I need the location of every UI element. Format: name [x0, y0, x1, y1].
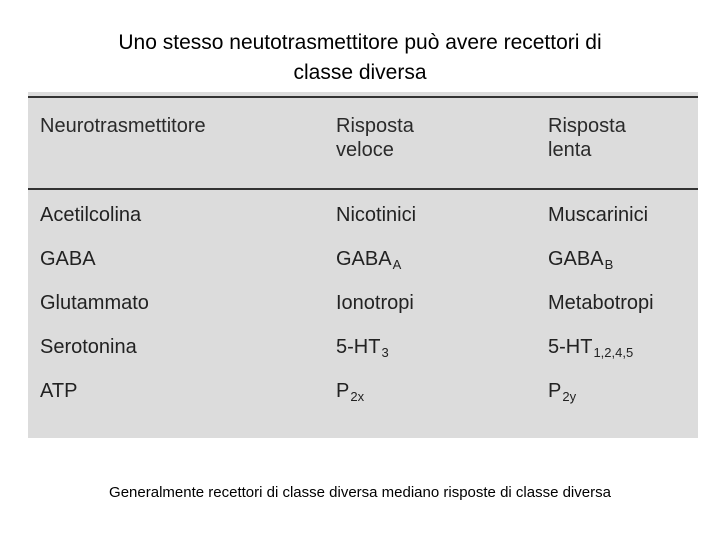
- slow-main: P: [548, 380, 562, 402]
- slow-main: Muscarinici: [548, 204, 649, 226]
- table-row: [28, 246, 698, 290]
- table-row: [28, 334, 698, 378]
- slow-sub: 2y: [562, 389, 577, 404]
- header-slow-line-2: lenta: [548, 139, 592, 161]
- page-title: [0, 28, 720, 88]
- top-rule: [28, 96, 698, 98]
- fast-sub: A: [392, 257, 402, 272]
- fast-main: P: [336, 380, 350, 402]
- table-header: [28, 114, 698, 174]
- cell-slow-response: [548, 290, 655, 322]
- table-row: [28, 290, 698, 334]
- header-neurotransmitter: Neurotrasmettitore: [40, 115, 206, 137]
- header-slow-response: [548, 114, 626, 162]
- cell-fast-response: [336, 202, 417, 234]
- header-slow-line-1: Risposta: [548, 115, 626, 137]
- header-fast-line-2: veloce: [336, 139, 394, 161]
- header-rule: [28, 188, 698, 190]
- cell-slow-response: [548, 378, 576, 410]
- cell-neurotransmitter: Glutammato: [40, 292, 149, 314]
- slow-main: 5-HT: [548, 336, 593, 358]
- slow-sub: 1,2,4,5: [593, 345, 634, 360]
- cell-fast-response: [336, 290, 415, 322]
- cell-fast-response: [336, 246, 401, 278]
- cell-neurotransmitter: GABA: [40, 248, 96, 270]
- scanned-table: [28, 92, 698, 438]
- table-row: [28, 202, 698, 246]
- slow-main: Metabotropi: [548, 292, 654, 314]
- cell-slow-response: [548, 202, 649, 234]
- title-line-1: Uno stesso neutotrasmettitore può avere recettori di: [118, 31, 602, 54]
- cell-slow-response: [548, 246, 613, 278]
- fast-sub: 3: [381, 345, 389, 360]
- table-row: [28, 378, 698, 422]
- header-fast-line-1: Risposta: [336, 115, 414, 137]
- cell-fast-response: [336, 378, 364, 410]
- slow-main: GABA: [548, 248, 604, 270]
- fast-main: Nicotinici: [336, 204, 417, 226]
- fast-main: 5-HT: [336, 336, 381, 358]
- fast-sub: 2x: [350, 389, 365, 404]
- fast-main: Ionotropi: [336, 292, 414, 314]
- cell-neurotransmitter: Serotonina: [40, 336, 137, 358]
- cell-slow-response: [548, 334, 633, 366]
- fast-main: GABA: [336, 248, 392, 270]
- cell-neurotransmitter: Acetilcolina: [40, 204, 142, 226]
- title-line-2: classe diversa: [293, 61, 427, 84]
- cell-neurotransmitter: ATP: [40, 380, 78, 402]
- slow-sub: B: [604, 257, 614, 272]
- cell-fast-response: [336, 334, 389, 366]
- caption: Generalmente recettori di classe diversa mediano risposte di classe diversa: [109, 484, 611, 501]
- header-fast-response: [336, 114, 414, 162]
- table-body: [28, 202, 698, 422]
